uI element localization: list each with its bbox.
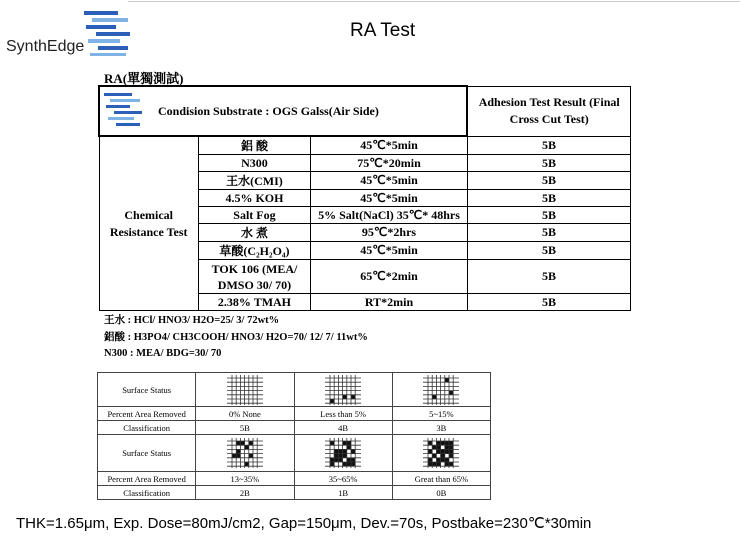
result-cell: 5B [467,207,630,224]
condition-cell: 95℃*2hrs [311,224,468,242]
note-line: N300 : MEA/ BDG=30/ 70 [104,348,222,359]
chemical-cell: Salt Fog [198,207,310,224]
classification-label: Classification [98,421,196,435]
percent-cell: 5~15% [392,407,490,421]
group-label: Chemical Resistance Test [99,136,198,311]
result-cell: 5B [467,224,630,242]
chemical-cell: 4.5% KOH [198,190,310,207]
chemical-cell: 草酸(C₂H₂O₄) [198,242,310,260]
chemical-notes [104,313,368,363]
crosscut-classification-table [97,372,491,500]
classification-label: Classification [98,486,196,500]
chemical-cell: 2.38% TMAH [198,294,310,311]
percent-area-label: Percent Area Removed [98,472,196,486]
crosscut-grid-none-icon [196,373,294,407]
result-header: Adhesion Test Result (Final Cross Cut Test) [467,86,630,136]
classification-cell: 3B [392,421,490,435]
syntedge-logo-icon [82,11,132,57]
crosscut-grid-moderate-icon [196,435,294,472]
page-title: RA Test [350,20,416,41]
percent-cell: Great than 65% [392,472,490,486]
chemical-resistance-table [98,85,631,311]
percent-cell: Less than 5% [294,407,392,421]
percent-area-label: Percent Area Removed [98,407,196,421]
condition-cell: 65℃*2min [311,260,468,294]
result-cell: 5B [467,155,630,172]
percent-cell: 35~65% [294,472,392,486]
result-cell: 5B [467,242,630,260]
condition-header-cell [99,86,467,136]
result-cell: 5B [467,294,630,311]
crosscut-grid-minor-icon [294,373,392,407]
chemical-cell: 鋁 酸 [198,136,310,155]
condition-cell: 5% Salt(NaCl) 35℃* 48hrs [311,207,468,224]
condition-cell: 45℃*5min [311,136,468,155]
note-line: 鋁酸 : H3PO4/ CH3COOH/ HNO3/ H2O=70/ 12/ 7/ 11wt% [104,331,368,343]
chemical-cell: 水 煮 [198,224,310,242]
percent-cell: 0% None [196,407,294,421]
result-cell: 5B [467,136,630,155]
top-divider [128,1,740,2]
crosscut-grid-severe-icon [392,435,490,472]
classification-cell: 0B [392,486,490,500]
process-parameters: THK=1.65μm, Exp. Dose=80mJ/cm2, Gap=150μm, Dev.=70s, Postbake=230℃*30min [16,515,592,532]
chemical-cell: N300 [198,155,310,172]
surface-status-label: Surface Status [98,435,196,472]
syntedge-logo-icon [104,93,144,131]
condition-cell: 45℃*5min [311,242,468,260]
note-line: 王水 : HCl/ HNO3/ H2O=25/ 3/ 72wt% [104,315,280,326]
result-cell: 5B [467,190,630,207]
result-cell: 5B [467,260,630,294]
classification-cell: 1B [294,486,392,500]
brand-name: SynthEdge [6,38,85,55]
crosscut-grid-light-icon [392,373,490,407]
surface-status-label: Surface Status [98,373,196,407]
section-label: RA(單獨測試) [104,71,184,86]
condition-cell: 75℃*20min [311,155,468,172]
chemical-cell: TOK 106 (MEA/ DMSO 30/ 70) [198,260,310,294]
chemical-cell: 王水(CMI) [198,172,310,190]
condition-cell: RT*2min [311,294,468,311]
classification-cell: 2B [196,486,294,500]
crosscut-grid-heavy-icon [294,435,392,472]
classification-cell: 5B [196,421,294,435]
condition-header: Condision Substrate : OGS Galss(Air Side) [158,103,379,118]
condition-cell: 45℃*5min [311,172,468,190]
percent-cell: 13~35% [196,472,294,486]
condition-cell: 45℃*5min [311,190,468,207]
classification-cell: 4B [294,421,392,435]
result-cell: 5B [467,172,630,190]
